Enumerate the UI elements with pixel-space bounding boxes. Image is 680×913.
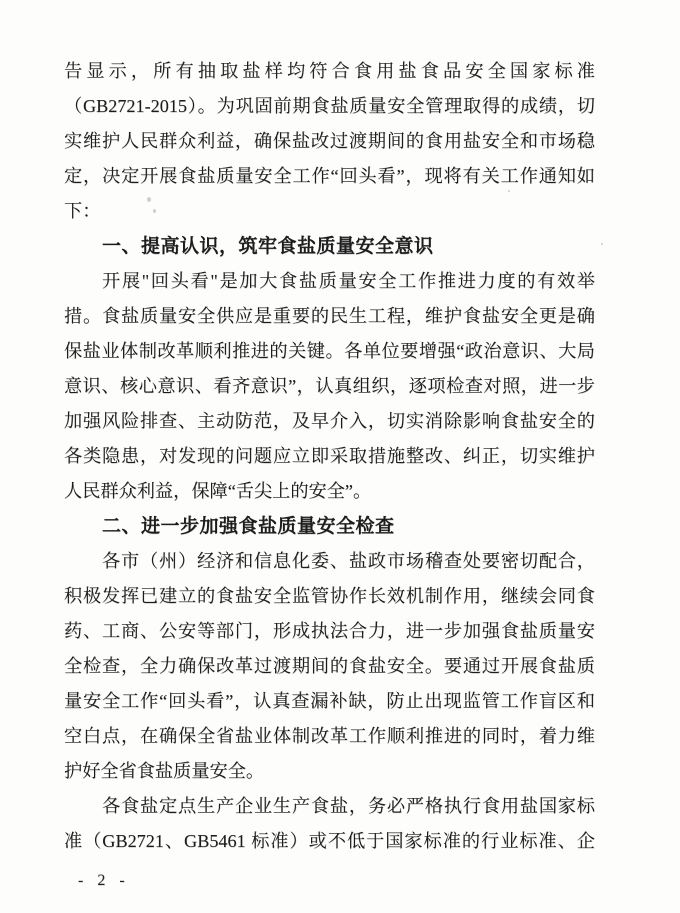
text-line: 开展"回头看"是加大食盐质量安全工作推进力度的有效举 (102, 271, 595, 291)
text-line: 告显示，所有抽取盐样均符合食用盐食品安全国家标准 (64, 61, 595, 81)
scan-speck (153, 209, 156, 213)
text-line: 实维护人民群众利益，确保盐改过渡期间的食用盐安全和市场稳 (64, 131, 595, 151)
text-line: 措。食盐质量安全供应是重要的民生工程，维护食盐安全更是确 (64, 306, 595, 326)
section-2-heading (64, 509, 595, 544)
text-line: 意识、核心意识、看齐意识”，认真组织，逐项检查对照，进一步 (64, 376, 595, 396)
section-1-heading (64, 229, 595, 264)
section-2-paragraph-2 (64, 789, 595, 859)
text-line: 加强风险排查、主动防范，及早介入，切实消除影响食盐安全的 (64, 411, 595, 431)
text-line: （GB2721-2015）。为巩固前期食盐质量安全管理取得的成绩，切 (64, 96, 595, 116)
scan-speck (601, 243, 603, 245)
heading-line: 二、进一步加强食盐质量安全检查 (102, 516, 395, 537)
text-line: 量安全工作“回头看”，认真查漏补缺，防止出现监管工作盲区和 (64, 691, 595, 711)
text-line: 下： (64, 201, 101, 221)
section-2-paragraph (64, 544, 595, 789)
text-line: 全检查，全力确保改革过渡期间的食盐安全。要通过开展食盐质 (64, 656, 595, 676)
page-number: - 2 - (78, 872, 130, 889)
text-line: 准（GB2721、GB5461 标准）或不低于国家标准的行业标准、企 (64, 831, 595, 851)
text-line: 空白点，在确保全省盐业体制改革工作顺利推进的同时，着力维 (64, 726, 595, 746)
scan-speck (147, 197, 151, 202)
text-line: 积极发挥已建立的食盐安全监管协作长效机制作用，继续会同食 (64, 586, 595, 606)
text-line: 各类隐患，对发现的问题应立即采取措施整改、纠正，切实维护 (64, 446, 595, 466)
section-1-paragraph (64, 264, 595, 509)
text-line: 定，决定开展食盐质量安全工作“回头看”，现将有关工作通知如 (64, 166, 595, 186)
text-line: 人民群众利益，保障“舌尖上的安全”。 (64, 481, 372, 501)
heading-line: 一、提高认识，筑牢食盐质量安全意识 (102, 236, 434, 257)
paragraph-continuation (64, 54, 595, 229)
text-line: 药、工商、公安等部门，形成执法合力，进一步加强食盐质量安 (64, 621, 595, 641)
text-line: 保盐业体制改革顺利推进的关键。各单位要增强“政治意识、大局 (64, 341, 595, 361)
document-body (64, 54, 595, 859)
text-line: 各市（州）经济和信息化委、盐政市场稽查处要密切配合， (102, 551, 595, 571)
text-line: 各食盐定点生产企业生产食盐，务必严格执行食用盐国家标 (102, 796, 595, 816)
text-line: 护好全省食盐质量安全。 (64, 761, 265, 781)
scan-speck (508, 190, 510, 192)
